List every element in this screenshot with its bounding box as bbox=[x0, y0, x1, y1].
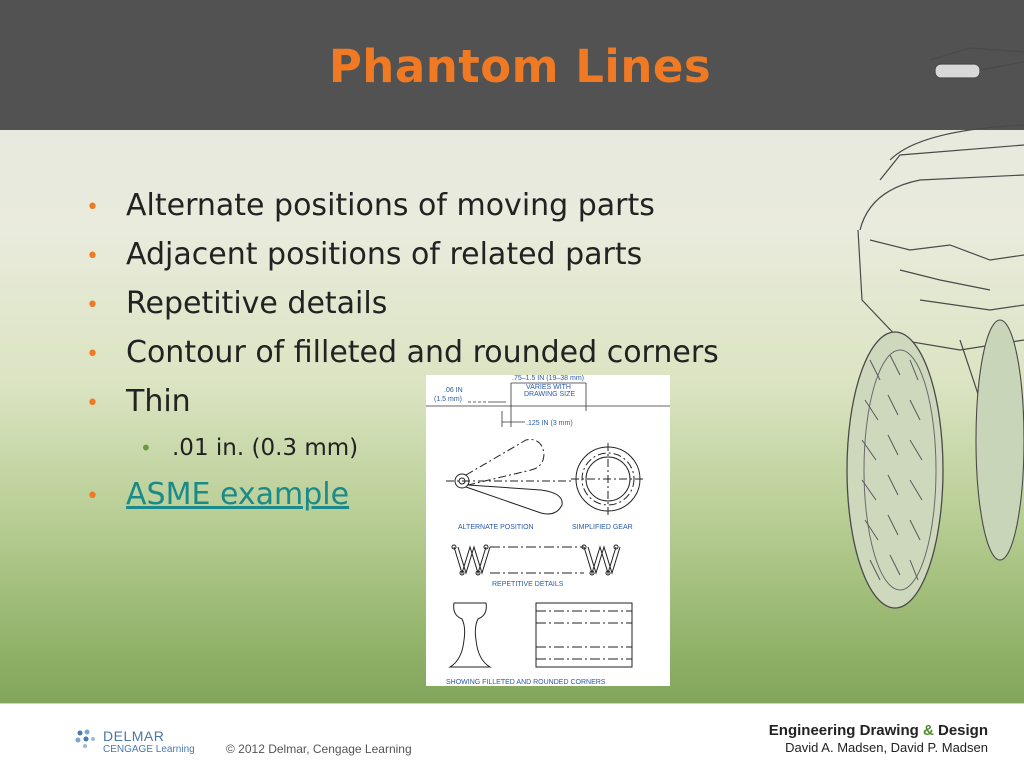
repetitive-details-label: REPETITIVE DETAILS bbox=[492, 581, 564, 588]
book-authors: David A. Madsen, David P. Madsen bbox=[785, 740, 988, 755]
dim-left-mm-label: (1.5 mm) bbox=[434, 396, 462, 403]
bullet-marker: • bbox=[86, 293, 99, 318]
bullet-item: • Alternate positions of moving parts bbox=[86, 183, 806, 232]
dim-left-label: .06 IN bbox=[444, 387, 463, 394]
brand-name: DELMAR bbox=[103, 728, 165, 744]
bullet-marker: • bbox=[86, 391, 99, 416]
dim-top-label: .75–1.5 IN (19–38 mm) bbox=[512, 375, 584, 382]
dim-bottom-label: .125 IN (3 mm) bbox=[526, 420, 573, 427]
delmar-logo-icon bbox=[74, 727, 98, 751]
bullet-item: • Repetitive details bbox=[86, 281, 806, 330]
phantom-lines-figure bbox=[426, 375, 670, 686]
copyright-text: © 2012 Delmar, Cengage Learning bbox=[226, 742, 412, 756]
book-title: Engineering Drawing & Design bbox=[768, 722, 988, 739]
simplified-gear-label: SIMPLIFIED GEAR bbox=[572, 524, 633, 531]
dim-varies-label: VARIES WITH bbox=[526, 384, 571, 391]
brand-subtitle: CENGAGE Learning bbox=[103, 744, 195, 755]
bullet-marker: • bbox=[86, 244, 99, 269]
bullet-item: • Contour of filleted and rounded corners bbox=[86, 330, 806, 379]
bullet-marker: • bbox=[140, 436, 152, 460]
slide-title: Phantom Lines bbox=[328, 40, 712, 93]
filleted-corners-label: SHOWING FILLETED AND ROUNDED CORNERS bbox=[446, 679, 606, 686]
bullet-marker: • bbox=[86, 484, 99, 509]
asme-example-link[interactable]: ASME example bbox=[126, 477, 350, 512]
bullet-marker: • bbox=[86, 195, 99, 220]
bullet-item: • Adjacent positions of related parts bbox=[86, 232, 806, 281]
sub-bullet-item: • .01 in. (0.3 mm) bbox=[86, 428, 806, 472]
dim-varies2-label: DRAWING SIZE bbox=[524, 391, 576, 398]
bullet-marker: • bbox=[86, 342, 99, 367]
atv-illustration bbox=[840, 40, 1024, 610]
alternate-position-label: ALTERNATE POSITION bbox=[458, 524, 534, 531]
bullet-item: • Thin bbox=[86, 379, 806, 428]
